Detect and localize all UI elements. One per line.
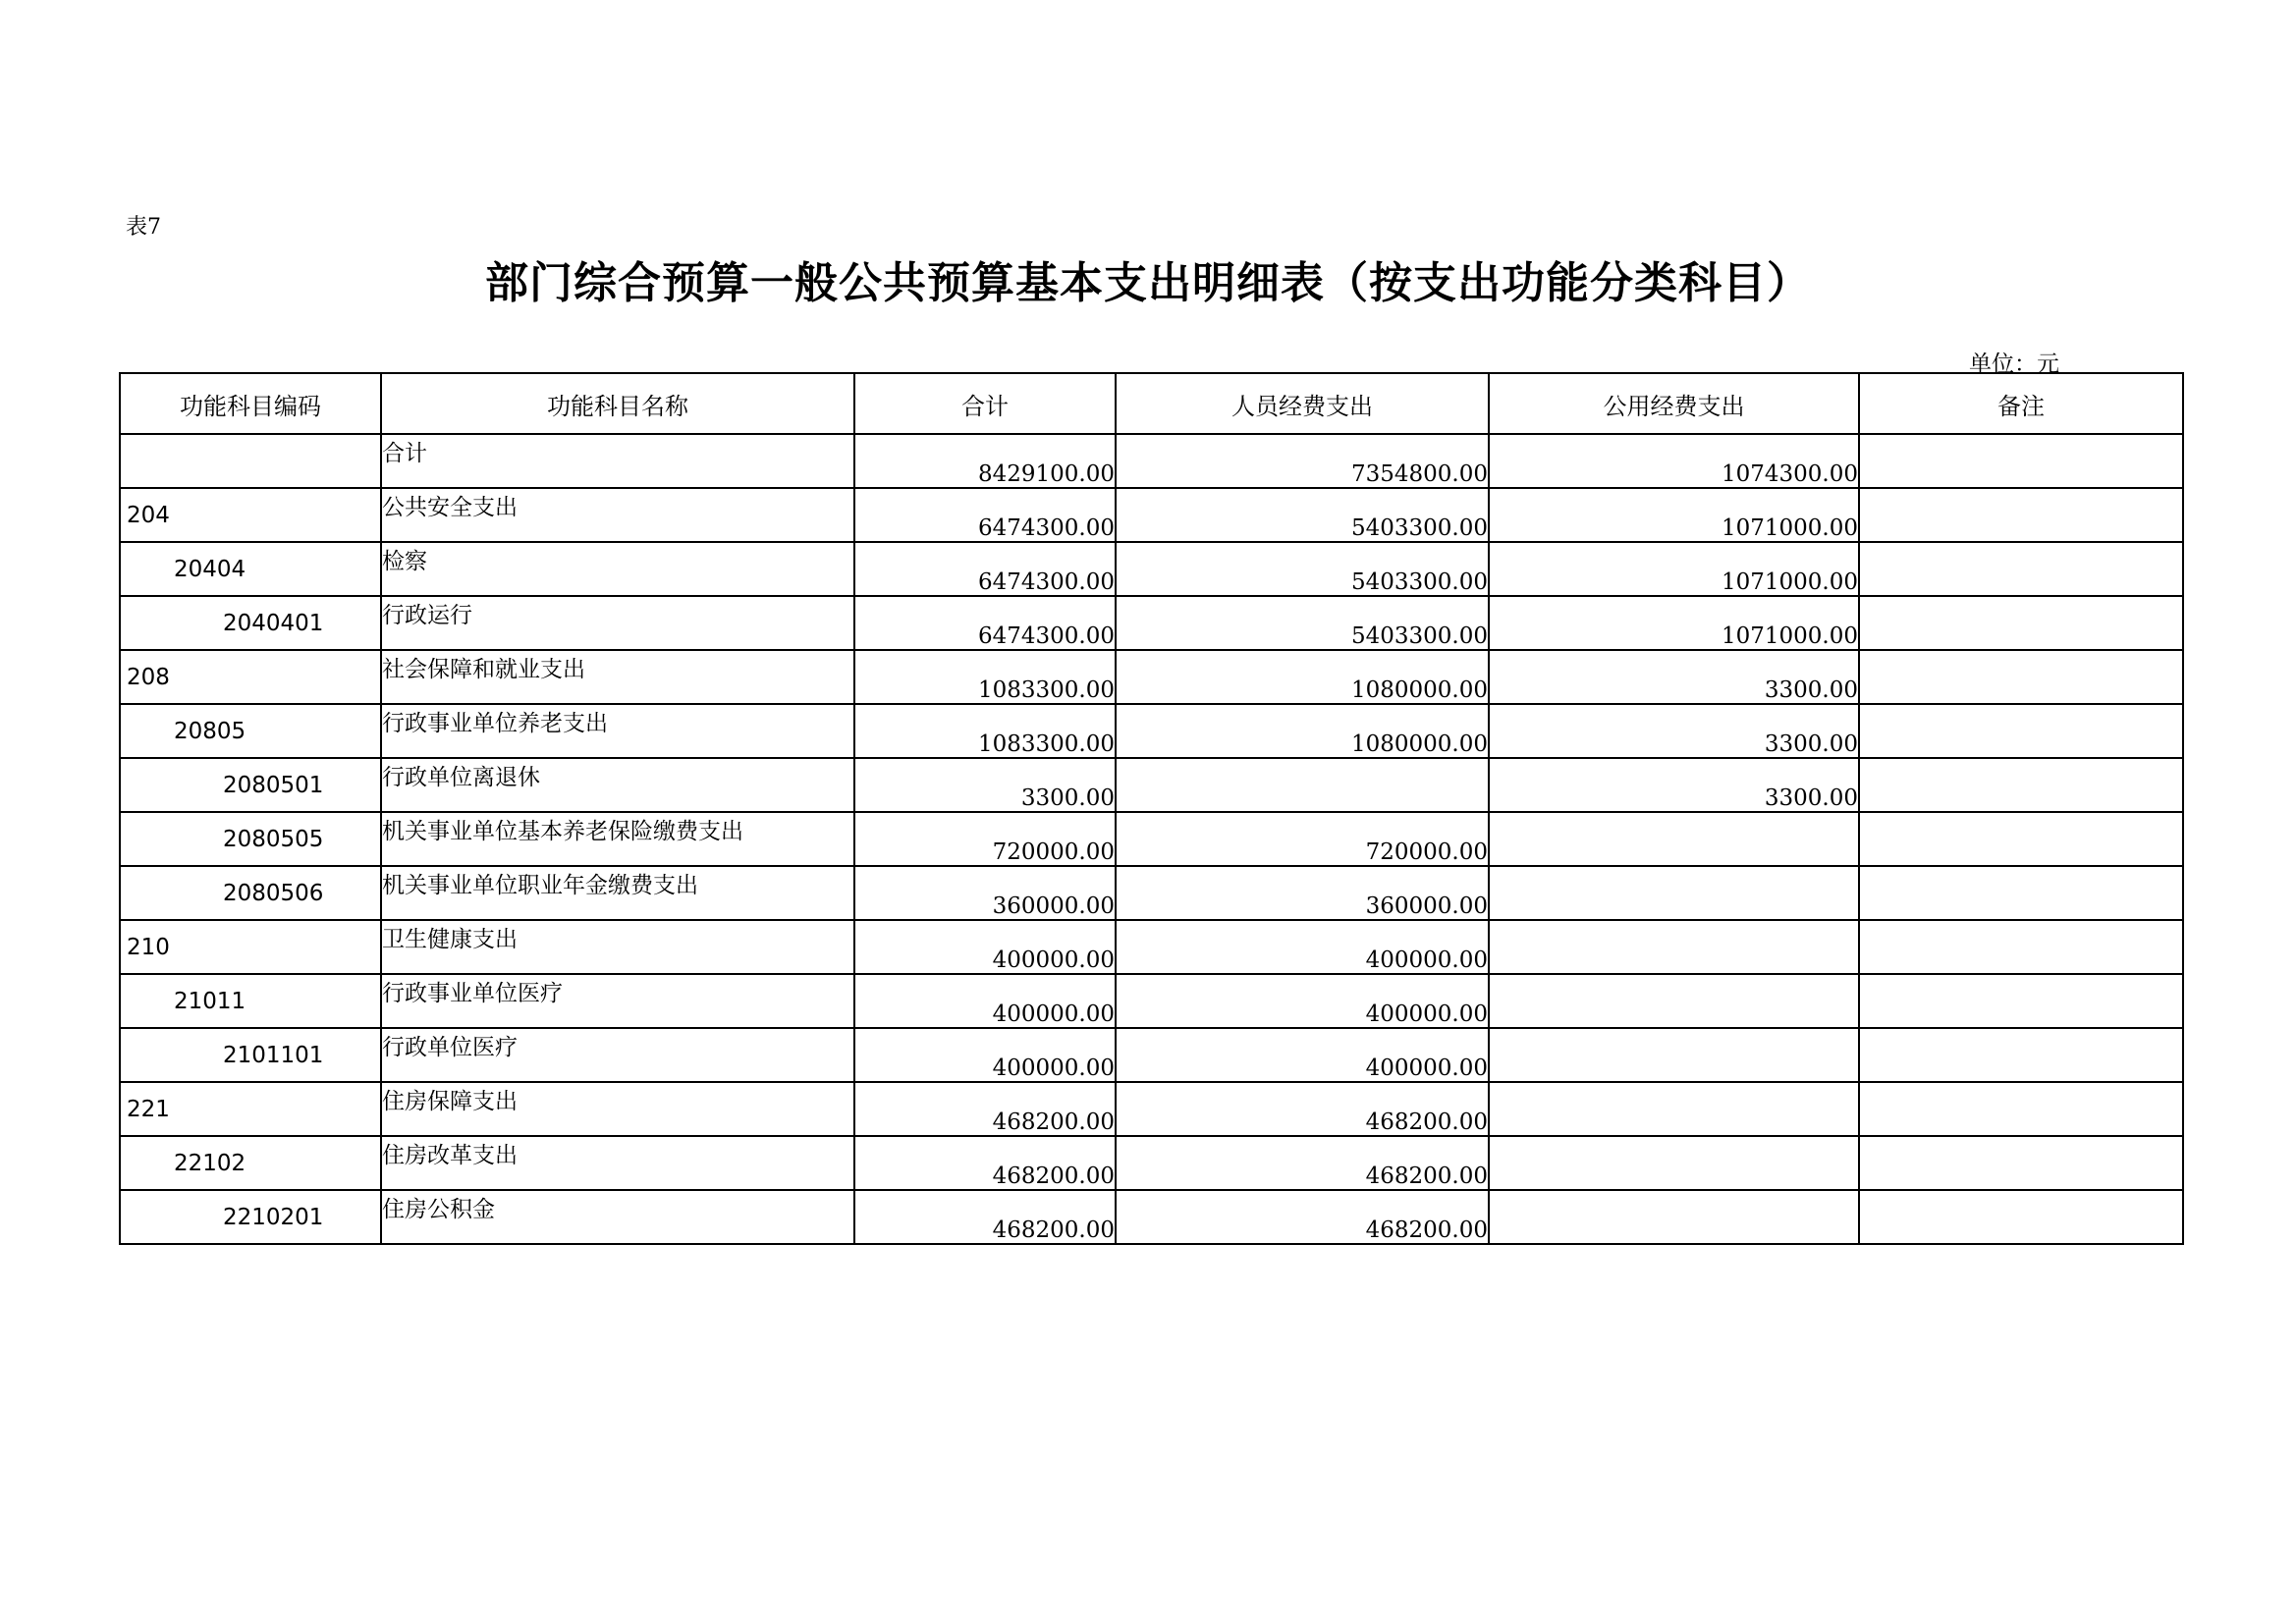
cell-remark bbox=[1859, 974, 2183, 1028]
column-header-remark: 备注 bbox=[1859, 373, 2183, 434]
unit-label: 单位：元 bbox=[1969, 352, 2059, 377]
column-header-code: 功能科目编码 bbox=[120, 373, 381, 434]
table-row bbox=[120, 650, 2183, 704]
table-body bbox=[120, 434, 2183, 1244]
cell-remark bbox=[1859, 704, 2183, 758]
cell-code: 2080501 bbox=[120, 758, 381, 812]
cell-public: 1074300.00 bbox=[1489, 434, 1859, 488]
table-number-label: 表7 bbox=[126, 215, 161, 240]
cell-name: 行政单位离退休 bbox=[381, 758, 854, 812]
column-header-name: 功能科目名称 bbox=[381, 373, 854, 434]
cell-name: 行政事业单位养老支出 bbox=[381, 704, 854, 758]
cell-personnel: 468200.00 bbox=[1116, 1082, 1489, 1136]
table-row bbox=[120, 974, 2183, 1028]
cell-public bbox=[1489, 812, 1859, 866]
cell-total: 400000.00 bbox=[854, 974, 1116, 1028]
cell-code: 22102 bbox=[120, 1136, 381, 1190]
cell-personnel: 468200.00 bbox=[1116, 1190, 1489, 1244]
cell-name: 行政单位医疗 bbox=[381, 1028, 854, 1082]
cell-remark bbox=[1859, 1082, 2183, 1136]
cell-code: 2210201 bbox=[120, 1190, 381, 1244]
column-header-personnel: 人员经费支出 bbox=[1116, 373, 1489, 434]
cell-personnel: 360000.00 bbox=[1116, 866, 1489, 920]
cell-total: 400000.00 bbox=[854, 1028, 1116, 1082]
cell-name: 检察 bbox=[381, 542, 854, 596]
cell-total: 6474300.00 bbox=[854, 542, 1116, 596]
cell-personnel: 468200.00 bbox=[1116, 1136, 1489, 1190]
cell-personnel: 1080000.00 bbox=[1116, 650, 1489, 704]
cell-name: 机关事业单位职业年金缴费支出 bbox=[381, 866, 854, 920]
cell-remark bbox=[1859, 758, 2183, 812]
table-row bbox=[120, 704, 2183, 758]
cell-personnel bbox=[1116, 758, 1489, 812]
cell-remark bbox=[1859, 1190, 2183, 1244]
table-row bbox=[120, 1082, 2183, 1136]
table-row bbox=[120, 1028, 2183, 1082]
cell-name: 合计 bbox=[381, 434, 854, 488]
cell-code: 2101101 bbox=[120, 1028, 381, 1082]
cell-total: 6474300.00 bbox=[854, 488, 1116, 542]
cell-code: 221 bbox=[120, 1082, 381, 1136]
cell-name: 行政运行 bbox=[381, 596, 854, 650]
cell-public bbox=[1489, 1082, 1859, 1136]
cell-remark bbox=[1859, 650, 2183, 704]
cell-public: 3300.00 bbox=[1489, 704, 1859, 758]
cell-code: 2040401 bbox=[120, 596, 381, 650]
cell-code: 21011 bbox=[120, 974, 381, 1028]
cell-remark bbox=[1859, 866, 2183, 920]
cell-remark bbox=[1859, 1136, 2183, 1190]
cell-personnel: 400000.00 bbox=[1116, 1028, 1489, 1082]
cell-personnel: 400000.00 bbox=[1116, 974, 1489, 1028]
cell-name: 卫生健康支出 bbox=[381, 920, 854, 974]
cell-code: 20404 bbox=[120, 542, 381, 596]
table-row bbox=[120, 596, 2183, 650]
cell-name: 行政事业单位医疗 bbox=[381, 974, 854, 1028]
cell-public bbox=[1489, 1028, 1859, 1082]
cell-total: 3300.00 bbox=[854, 758, 1116, 812]
cell-public bbox=[1489, 974, 1859, 1028]
cell-total: 1083300.00 bbox=[854, 704, 1116, 758]
table-header-row bbox=[120, 373, 2183, 434]
cell-name: 住房改革支出 bbox=[381, 1136, 854, 1190]
budget-table bbox=[119, 372, 2184, 1245]
column-header-public: 公用经费支出 bbox=[1489, 373, 1859, 434]
cell-remark bbox=[1859, 488, 2183, 542]
cell-name: 住房保障支出 bbox=[381, 1082, 854, 1136]
cell-remark bbox=[1859, 812, 2183, 866]
cell-code: 210 bbox=[120, 920, 381, 974]
table-row bbox=[120, 812, 2183, 866]
cell-total: 720000.00 bbox=[854, 812, 1116, 866]
cell-public: 1071000.00 bbox=[1489, 596, 1859, 650]
cell-code: 204 bbox=[120, 488, 381, 542]
cell-code: 2080505 bbox=[120, 812, 381, 866]
cell-personnel: 720000.00 bbox=[1116, 812, 1489, 866]
cell-total: 468200.00 bbox=[854, 1190, 1116, 1244]
cell-public bbox=[1489, 920, 1859, 974]
column-header-total: 合计 bbox=[854, 373, 1116, 434]
cell-total: 1083300.00 bbox=[854, 650, 1116, 704]
cell-code: 20805 bbox=[120, 704, 381, 758]
cell-code bbox=[120, 434, 381, 488]
cell-code: 208 bbox=[120, 650, 381, 704]
cell-remark bbox=[1859, 542, 2183, 596]
table-row bbox=[120, 434, 2183, 488]
cell-total: 6474300.00 bbox=[854, 596, 1116, 650]
document-title: 部门综合预算一般公共预算基本支出明细表（按支出功能分类科目） bbox=[485, 258, 1811, 308]
cell-total: 360000.00 bbox=[854, 866, 1116, 920]
cell-remark bbox=[1859, 434, 2183, 488]
cell-public: 1071000.00 bbox=[1489, 488, 1859, 542]
cell-total: 8429100.00 bbox=[854, 434, 1116, 488]
cell-personnel: 5403300.00 bbox=[1116, 596, 1489, 650]
cell-remark bbox=[1859, 920, 2183, 974]
cell-remark bbox=[1859, 1028, 2183, 1082]
cell-public bbox=[1489, 866, 1859, 920]
cell-public: 3300.00 bbox=[1489, 758, 1859, 812]
cell-name: 机关事业单位基本养老保险缴费支出 bbox=[381, 812, 854, 866]
cell-total: 468200.00 bbox=[854, 1082, 1116, 1136]
cell-total: 400000.00 bbox=[854, 920, 1116, 974]
cell-public: 3300.00 bbox=[1489, 650, 1859, 704]
table-row bbox=[120, 1190, 2183, 1244]
cell-public bbox=[1489, 1190, 1859, 1244]
cell-personnel: 5403300.00 bbox=[1116, 488, 1489, 542]
table-row bbox=[120, 488, 2183, 542]
cell-code: 2080506 bbox=[120, 866, 381, 920]
cell-public: 1071000.00 bbox=[1489, 542, 1859, 596]
cell-personnel: 1080000.00 bbox=[1116, 704, 1489, 758]
table-row bbox=[120, 758, 2183, 812]
cell-personnel: 400000.00 bbox=[1116, 920, 1489, 974]
table-row bbox=[120, 920, 2183, 974]
table-row bbox=[120, 866, 2183, 920]
cell-name: 公共安全支出 bbox=[381, 488, 854, 542]
table-row bbox=[120, 542, 2183, 596]
cell-personnel: 7354800.00 bbox=[1116, 434, 1489, 488]
cell-name: 社会保障和就业支出 bbox=[381, 650, 854, 704]
cell-public bbox=[1489, 1136, 1859, 1190]
cell-personnel: 5403300.00 bbox=[1116, 542, 1489, 596]
table-row bbox=[120, 1136, 2183, 1190]
cell-name: 住房公积金 bbox=[381, 1190, 854, 1244]
cell-total: 468200.00 bbox=[854, 1136, 1116, 1190]
cell-remark bbox=[1859, 596, 2183, 650]
